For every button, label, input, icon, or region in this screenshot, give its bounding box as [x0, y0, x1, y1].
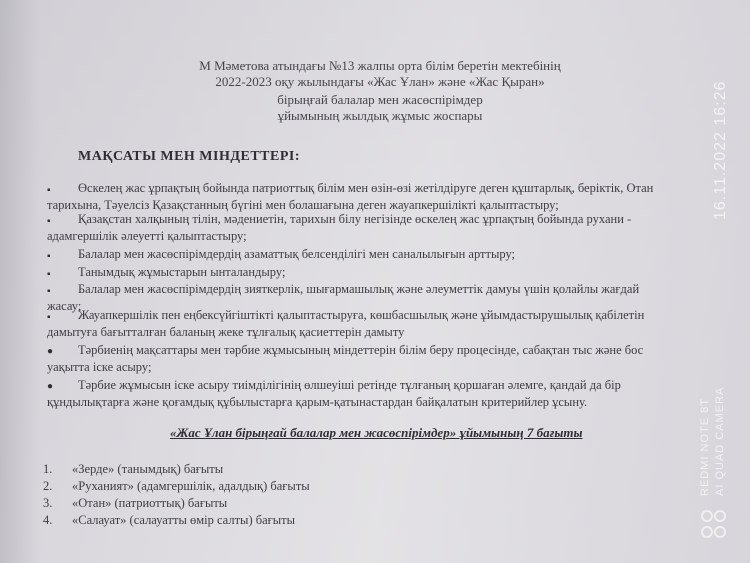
bullet-icon: ● — [47, 381, 54, 392]
header-line-1: М Мәметова атындағы №13 жалпы орта білім беретін мектебінің — [199, 58, 561, 73]
direction-2-number: 2. — [43, 479, 53, 493]
goal-8-line-1: Тәрбие жұмысын іске асыру тиімділігінің өлшеуіші ретінде тұлғаның қоршаған әлемге, қандай да бір — [78, 378, 621, 392]
bullet-icon: ▪ — [47, 286, 51, 297]
goal-1-line-1: Өскелең жас ұрпақтың бойында патриоттық білім мен өзін-өзі жетілдіруге деген құштарлық, беріктік, Отан — [78, 181, 654, 195]
header-line-2: 2022-2023 оқу жылындағы «Жас Ұлан» және «Жас Қыран» — [215, 74, 545, 89]
bullet-icon: ▪ — [47, 269, 51, 280]
goal-6-line-2: дамытуға бағытталған баланың жеке тұлғалық қасиеттерін дамыту — [47, 325, 405, 339]
bullet-icon: ● — [47, 346, 54, 357]
goal-2-line-2: адамгершілік әлеуетті қалыптастыру; — [47, 229, 247, 243]
goal-1-line-2: тарихына, Тәуелсіз Қазақстанның бүгіні мен болашағына деген жауапкершілікті қалыптастыру; — [47, 198, 559, 212]
goal-5-line-2: жасау; — [47, 299, 82, 313]
direction-2: «Руханият» (адамгершілік, адалдық) бағыты — [72, 479, 310, 493]
direction-4: «Салауат» (салауатты өмір салты) бағыты — [72, 513, 296, 527]
bullet-icon: ▪ — [47, 216, 51, 227]
goal-5-line-1: Балалар мен жасөспірімдердің зияткерлік, шығармашылық және әлеуметтік дамуы үшін қолайлы жағдай — [78, 282, 640, 296]
direction-3: «Отан» (патриоттық) бағыты — [72, 496, 228, 510]
header-line-4: ұйымының жылдық жұмыс жоспары — [277, 108, 483, 123]
bullet-icon: ▪ — [47, 312, 51, 323]
camera-logo-icon — [699, 508, 729, 546]
bullet-icon: ▪ — [47, 251, 51, 262]
bullet-icon: ▪ — [47, 185, 51, 196]
section-title: МАҚСАТЫ МЕН МІНДЕТТЕРІ: — [78, 149, 300, 164]
goal-2-line-1: Қазақстан халқының тілін, мәдениетін, тарихын білу негізінде өскелең жас ұрпақтың бойында рухани - — [78, 212, 632, 226]
watermark-line-2: AI QUAD CAMERA — [714, 386, 726, 496]
goal-6-line-1: Жауапкершілік пен еңбексүйгіштікті қалыптастыруға, көшбасшылық және ұйымдастырушылық қабілетін — [78, 308, 645, 322]
direction-3-number: 3. — [43, 496, 53, 510]
goal-8-line-2: құндылықтарға және қоғамдық құбылыстарға қарым-қатынастардан байқалатын критерийлер ұсыну. — [47, 395, 588, 409]
header-line-3: бірыңғай балалар мен жасөспірімдер — [277, 92, 483, 107]
direction-1-number: 1. — [43, 462, 53, 476]
direction-1: «Зерде» (танымдық) бағыты — [72, 462, 224, 476]
goal-3: Балалар мен жасөспірімдердің азаматтық белсенділігі мен саналылығын арттыру; — [78, 247, 516, 261]
direction-4-number: 4. — [43, 513, 53, 527]
page-shadow — [0, 0, 40, 563]
camera-watermark — [695, 386, 735, 548]
goal-4: Танымдық жұмыстарын ынталандыру; — [78, 265, 286, 279]
photo-timestamp: 16.11.2022 16:26 — [712, 80, 729, 220]
goal-7-line-2: уақытта іске асыру; — [47, 360, 152, 374]
watermark-line-1: REDMI NOTE 8T — [699, 398, 711, 496]
directions-subtitle: «Жас Ұлан бірыңғай балалар мен жасөспірімдер» ұйымының 7 бағыты — [170, 425, 583, 440]
goal-7-line-1: Тәрбиенің мақсаттары мен тәрбие жұмысының міндеттерін білім беру процесінде, сабақтан тыс және бос — [78, 343, 644, 357]
